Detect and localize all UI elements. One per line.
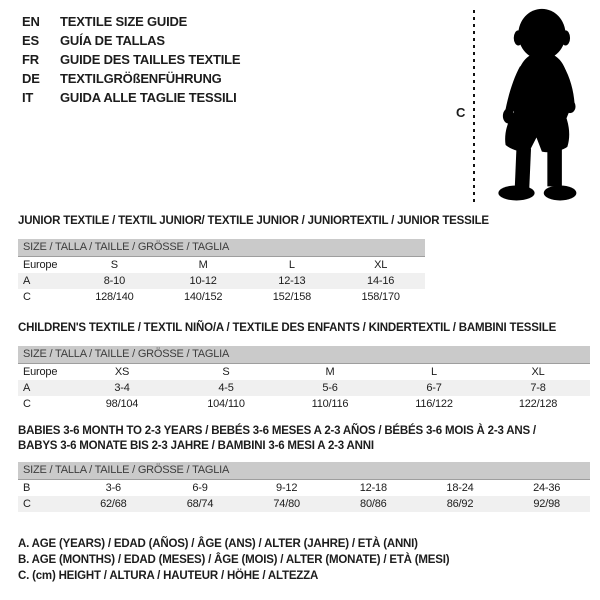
table-cell: 12-13 (278, 275, 306, 287)
section-title-babies-line1: BABIES 3-6 MONTH TO 2-3 YEARS / BEBÉS 3-6 MESES A 2-3 AÑOS / BÉBÉS 3-6 MOIS À 2-3 ANS / (18, 425, 536, 437)
language-title: GUIDA ALLE TAGLIE TESSILI (60, 90, 237, 105)
table-cell: 8-10 (103, 275, 125, 287)
table-cell: 128/140 (95, 291, 134, 303)
note-age-months: B. AGE (MONTHS) / EDAD (MESES) / ÂGE (MOIS) / ALTER (MONATE) / ETÀ (MESI) (18, 554, 450, 566)
table-cell: M (198, 259, 208, 271)
table-cell: 140/152 (183, 291, 223, 303)
language-title: GUIDE DES TAILLES TEXTILE (60, 52, 241, 67)
table-cell: 18-24 (446, 482, 474, 494)
table-cell: 80/86 (360, 498, 387, 510)
table-body (18, 480, 590, 512)
size-header-bar: SIZE / TALLA / TAILLE / GRÖSSE / TAGLIA (18, 346, 590, 364)
table-cell: 74/80 (273, 498, 300, 510)
height-measure-label: C (456, 105, 466, 120)
language-title: TEXTILGRÖßENFÜHRUNG (60, 71, 222, 86)
section-title-babies-line2: BABYS 3-6 MONATE BIS 2-3 JAHRE / BAMBINI 3-6 MESI A 2-3 ANNI (18, 440, 374, 452)
table-cell: 104/110 (207, 398, 245, 410)
table-cell: 158/170 (361, 291, 400, 303)
row-label: A (23, 275, 31, 287)
table-cell: 3-4 (114, 382, 130, 394)
table-body (18, 364, 590, 412)
row-label: Europe (23, 259, 58, 271)
note-height-cm: C. (cm) HEIGHT / ALTURA / HAUTEUR / HÖHE / ALTEZZA (18, 570, 319, 582)
babies-size-table (18, 462, 590, 512)
language-code: ES (22, 33, 39, 48)
junior-size-table (18, 239, 425, 305)
table-cell: 6-7 (426, 382, 442, 394)
height-measure-line (473, 10, 475, 206)
table-cell: L (288, 259, 295, 271)
section-title-junior: JUNIOR TEXTILE / TEXTIL JUNIOR/ TEXTILE JUNIOR / JUNIORTEXTIL / JUNIOR TESSILE (18, 215, 489, 227)
table-cell: XL (531, 366, 545, 378)
table-cell: L (431, 366, 437, 378)
table-cell: S (110, 259, 118, 271)
table-row (18, 380, 590, 396)
table-cell: 98/104 (105, 398, 139, 410)
language-code: FR (22, 52, 39, 67)
table-row (18, 496, 590, 512)
table-cell: 24-36 (533, 482, 561, 494)
table-cell: 12-18 (359, 482, 387, 494)
legend-notes (18, 536, 449, 584)
row-label: A (23, 382, 31, 394)
table-cell: 68/74 (186, 498, 214, 510)
section-title-babies (18, 424, 536, 454)
section-title-children: CHILDREN'S TEXTILE / TEXTIL NIÑO/A / TEXTILE DES ENFANTS / KINDERTEXTIL / BAMBINI TESSILE (18, 322, 557, 334)
table-row (18, 480, 590, 496)
language-title-list (22, 12, 240, 107)
table-cell: 9-12 (276, 482, 298, 494)
table-cell: 62/68 (100, 498, 127, 510)
table-cell: 122/128 (518, 398, 558, 410)
language-code: IT (22, 90, 34, 105)
table-cell: XS (114, 366, 130, 378)
table-cell: 6-9 (192, 482, 208, 494)
language-title: TEXTILE SIZE GUIDE (60, 14, 188, 29)
row-label: C (23, 498, 31, 510)
table-row (18, 364, 590, 380)
language-row (22, 12, 240, 31)
table-cell: 86/92 (446, 498, 474, 510)
row-label: Europe (23, 366, 58, 378)
children-size-table (18, 346, 590, 412)
table-cell: 3-6 (105, 482, 121, 494)
table-cell: 4-5 (218, 382, 234, 394)
row-label: C (23, 291, 31, 303)
height-measure-figure (440, 0, 600, 215)
language-title: GUÍA DE TALLAS (60, 33, 165, 48)
language-row (22, 31, 240, 50)
size-header-bar: SIZE / TALLA / TAILLE / GRÖSSE / TAGLIA (18, 462, 590, 480)
row-label: C (23, 398, 31, 410)
table-cell: 5-6 (322, 382, 338, 394)
table-cell: S (222, 366, 230, 378)
toddler-silhouette-image (482, 6, 600, 208)
table-cell: 116/122 (415, 398, 453, 410)
note-age-years: A. AGE (YEARS) / EDAD (AÑOS) / ÂGE (ANS) / ALTER (JAHRE) / ETÀ (ANNI) (18, 538, 418, 550)
language-row (22, 50, 240, 69)
table-cell: 92/98 (533, 498, 560, 510)
table-row (18, 257, 425, 273)
table-row (18, 289, 425, 305)
table-cell: 10-12 (189, 275, 217, 287)
table-row (18, 273, 425, 289)
row-label: B (23, 482, 31, 494)
table-cell: XL (374, 259, 388, 271)
language-row (22, 88, 240, 107)
table-cell: M (325, 366, 335, 378)
table-row (18, 396, 590, 412)
language-row (22, 69, 240, 88)
table-cell: 110/116 (311, 398, 349, 410)
language-code: DE (22, 71, 40, 86)
table-cell: 7-8 (530, 382, 546, 394)
table-cell: 152/158 (272, 291, 312, 303)
language-code: EN (22, 14, 40, 29)
size-header-bar: SIZE / TALLA / TAILLE / GRÖSSE / TAGLIA (18, 239, 425, 257)
table-cell: 14-16 (367, 275, 395, 287)
table-body (18, 257, 425, 305)
